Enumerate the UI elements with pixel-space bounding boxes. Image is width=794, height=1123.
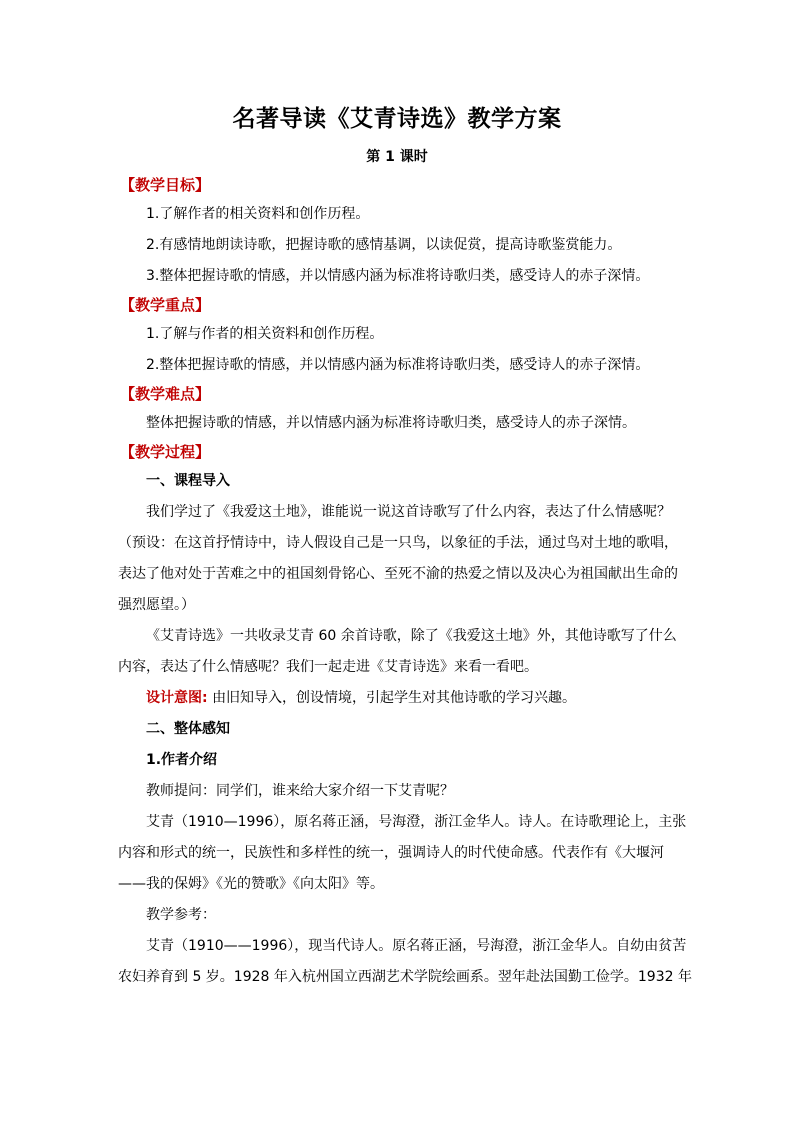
difficulty-heading: 【教学难点】 — [120, 385, 211, 403]
paragraph-line: 《艾青诗选》一共收录艾青 60 余首诗歌，除了《我爱这土地》外，其他诗歌写了什么 — [146, 628, 677, 644]
goals-heading: 【教学目标】 — [120, 176, 211, 194]
reference-label: 教学参考： — [146, 907, 216, 923]
teacher-question: 教师提问：同学们，谁来给大家介绍一下艾青呢？ — [146, 783, 454, 799]
paragraph-line: 内容，表达了什么情感呢？我们一起走进《艾青诗选》来看一看吧。 — [118, 659, 538, 675]
paragraph-line: 艾青（1910——1996），现当代诗人。原名蒋正涵，号海澄，浙江金华人。自幼由贫苦 — [146, 938, 687, 954]
design-intent — [118, 683, 678, 714]
paragraph-line: 内容和形式的统一，民族性和多样性的统一，强调诗人的时代使命感。代表作有《大堰河 — [118, 845, 664, 861]
keypoints-heading: 【教学重点】 — [120, 296, 211, 314]
document-body — [118, 172, 692, 993]
paragraph-line: 我们学过了《我爱这土地》，谁能说一说这首诗歌写了什么内容，表达了什么情感呢？ — [146, 504, 671, 520]
difficulty-text: 整体把握诗歌的情感，并以情感内涵为标准将诗歌归类，感受诗人的赤子深情。 — [146, 415, 636, 431]
section-title-overview: 二、整体感知 — [146, 721, 230, 737]
lesson-subtitle: 第 1 课时 — [366, 149, 428, 165]
page-title: 名著导读《艾青诗选》教学方案 — [232, 106, 562, 132]
subsection-title-author: 1.作者介绍 — [146, 752, 218, 768]
process-heading: 【教学过程】 — [120, 443, 211, 461]
design-intent-text: 由旧知导入，创设情境，引起学生对其他诗歌的学习兴趣。 — [212, 690, 577, 706]
section-title-intro: 一、课程导入 — [146, 473, 230, 489]
paragraph-line: 强烈愿望。） — [118, 597, 195, 613]
goal-item: 1.了解作者的相关资料和创作历程。 — [146, 206, 370, 222]
goal-item: 3.整体把握诗歌的情感，并以情感内涵为标准将诗歌归类，感受诗人的赤子深情。 — [146, 268, 650, 284]
paragraph-line: （预设：在这首抒情诗中，诗人假设自己是一只鸟，以象征的手法，通过鸟对土地的歌唱， — [118, 535, 678, 551]
paragraph-line: 艾青（1910—1996），原名蒋正涵，号海澄，浙江金华人。诗人。在诗歌理论上，主张 — [146, 814, 687, 830]
paragraph-line: 农妇养育到 5 岁。1928 年入杭州国立西湖艺术学院绘画系。翌年赴法国勤工俭学。1932 年 — [118, 969, 692, 985]
keypoint-item: 1.了解与作者的相关资料和创作历程。 — [146, 326, 384, 342]
keypoint-item: 2.整体把握诗歌的情感，并以情感内涵为标准将诗歌归类，感受诗人的赤子深情。 — [146, 357, 650, 373]
goal-item: 2.有感情地朗读诗歌，把握诗歌的感情基调，以读促赏，提高诗歌鉴赏能力。 — [146, 237, 622, 253]
paragraph-line: 表达了他对处于苦难之中的祖国刻骨铭心、至死不渝的热爱之情以及决心为祖国献出生命的 — [118, 566, 678, 582]
design-intent-label: 设计意图: — [146, 690, 208, 706]
paragraph-line: ——我的保姆》《光的赞歌》《向太阳》等。 — [118, 876, 384, 892]
